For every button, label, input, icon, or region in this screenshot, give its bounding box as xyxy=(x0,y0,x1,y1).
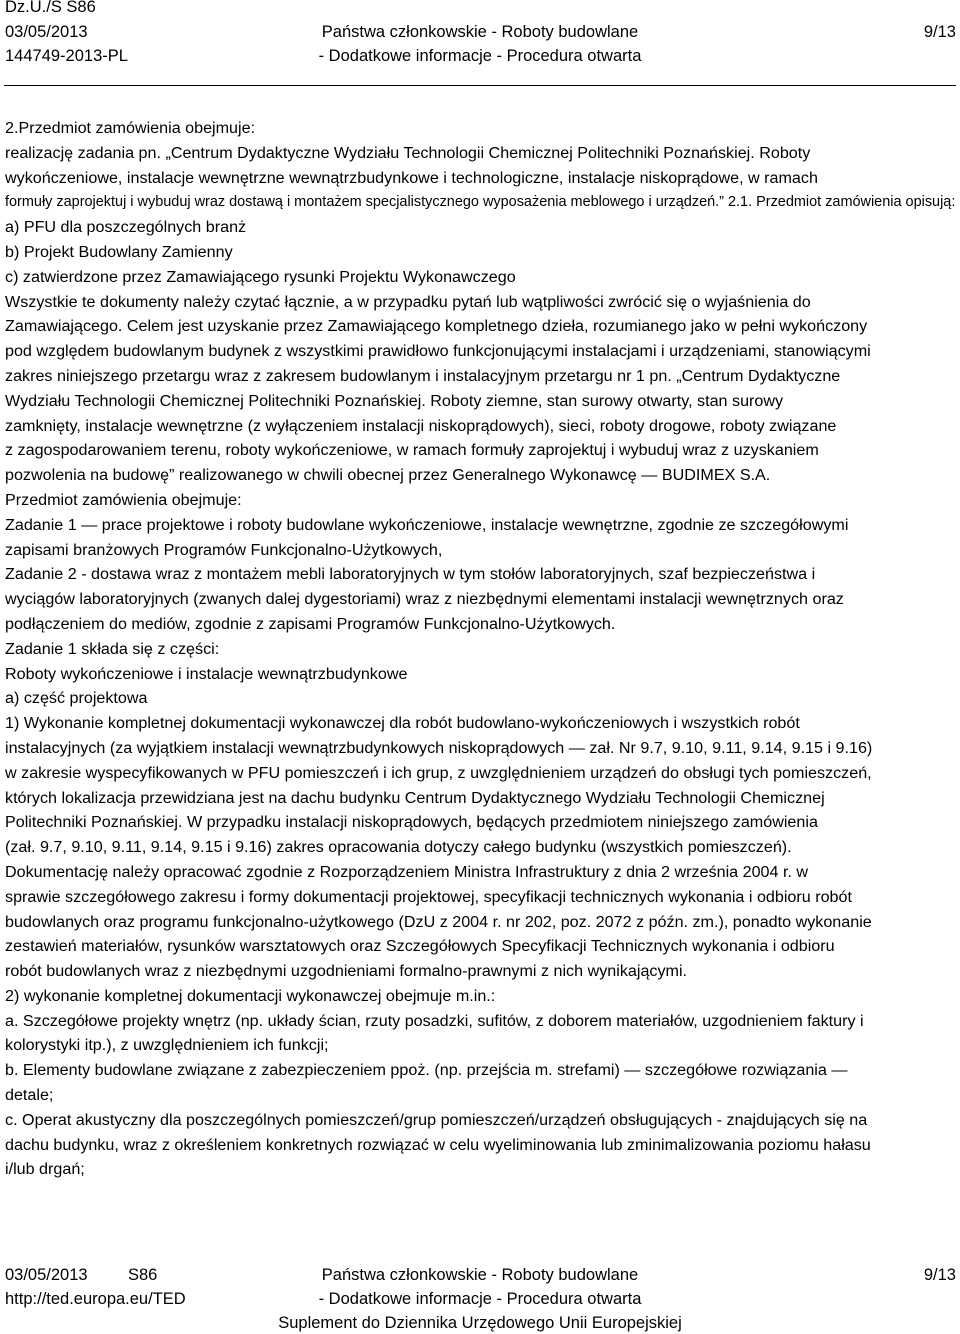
body-line: a) część projektowa xyxy=(5,689,148,708)
body-line: Zamawiającego. Celem jest uzyskanie przez Zamawiającego kompletnego dzieła, rozumianego jako w pełni wykończony xyxy=(5,317,868,336)
body-line: dachu budynku, wraz z określeniem konkretnych rozwiązać w celu wyeliminowania lub zminimalizowania poziomu hałasu xyxy=(5,1135,871,1154)
body-line: zapisami branżowych Programów Funkcjonalno-Użytkowych, xyxy=(5,540,443,559)
body-line: pod względem budowlanym budynek z wszystkimi prawidłowo funkcjonującymi instalacjami i urządzeniami, stanowiącymi xyxy=(5,342,871,361)
body-line: robót budowlanych wraz z niezbędnymi uzgodnieniami formalno-prawnymi z nich wynikającymi. xyxy=(5,962,688,981)
body-line: Przedmiot zamówienia obejmuje: xyxy=(5,490,242,509)
body-line: a. Szczegółowe projekty wnętrz (np. układy ścian, rzuty posadzki, sufitów, z doborem materiałów, uzgodnieniem faktury i xyxy=(5,1011,864,1030)
body-line: wykończeniowe, instalacje wewnętrzne wewnątrzbudynkowe i technologiczne, instalacje niskoprądowe, w ramach xyxy=(5,168,818,187)
body-line: Zadanie 1 — prace projektowe i roboty budowlane wykończeniowe, instalacje wewnętrzne, zgodnie ze szczegółowymi xyxy=(5,515,849,534)
notice-id: 144749-2013-PL xyxy=(5,47,128,65)
body-line: realizację zadania pn. „Centrum Dydaktyczne Wydziału Technologii Chemicznej Politechniki Poznańskiej. Roboty xyxy=(5,143,811,162)
footer-title-line2: - Dodatkowe informacje - Procedura otwarta xyxy=(318,1290,642,1308)
header-date: 03/05/2013 xyxy=(5,23,88,41)
body-line: 1) Wykonanie kompletnej dokumentacji wykonawczej dla robót budowlano-wykończeniowych i wszystkich robót xyxy=(5,714,800,733)
body-line: b. Elementy budowlane związane z zabezpieczeniem ppoż. (np. przejścia m. strefami) — szczegółowe rozwiązania — xyxy=(5,1061,848,1080)
footer-title-line1: Państwa członkowskie - Roboty budowlane xyxy=(321,1266,639,1284)
body-line: których lokalizacja przewidziana jest na dachu budynku Centrum Dydaktycznego Wydziału Technologii Chemicznej xyxy=(5,788,825,807)
body-line: kolorystyki itp.), z uwzględnieniem ich funkcji; xyxy=(5,1036,329,1055)
body-line: Zadanie 2 - dostawa wraz z montażem mebli laboratoryjnych w tym stołów laboratoryjnych, szaf bezpieczeństwa i xyxy=(5,565,816,584)
body-line: budowlanych oraz programu funkcjonalno-użytkowego (DzU z 2004 r. nr 202, poz. 2072 z późn. zm.), ponadto wykonanie xyxy=(5,912,872,931)
body-line: c. Operat akustyczny dla poszczególnych pomieszczeń/grup pomieszczeń/urządzeń obsługujących - znajdujących się na xyxy=(5,1110,868,1129)
header-divider xyxy=(4,85,956,86)
body-line: zamknięty, instalacje wewnętrzne (z wyłączeniem instalacji niskoprądowych), sieci, roboty drogowe, roboty związane xyxy=(5,416,837,435)
body-line: pozwolenia na budowę” realizowanego w chwili obecnej przez Generalnego Wykonawcę — BUDIMEX S.A. xyxy=(5,466,771,485)
body-line: Wszystkie te dokumenty należy czytać łącznie, a w przypadku pytań lub wątpliwości zwrócić się o wyjaśnienia do xyxy=(5,292,811,311)
document-body xyxy=(5,116,959,1182)
body-line: b) Projekt Budowlany Zamienny xyxy=(5,242,233,261)
body-line: a) PFU dla poszczególnych branż xyxy=(5,218,247,237)
body-line: 2) wykonanie kompletnej dokumentacji wykonawczej obejmuje m.in.: xyxy=(5,986,496,1005)
body-line: (zał. 9.7, 9.10, 9.11, 9.14, 9.15 i 9.16) zakres opracowania dotyczy całego budynku (wszystkich pomieszczeń). xyxy=(5,838,792,857)
body-line: Politechniki Poznańskiej. W przypadku instalacji niskoprądowych, będących przedmiotem niniejszego zamówienia xyxy=(5,813,818,832)
body-line: instalacyjnych (za wyjątkiem instalacji wewnątrzbudynkowych niskoprądowych — zał. Nr 9.7, 9.10, 9.11, 9.14, 9.15 i 9.16) xyxy=(5,738,873,757)
body-line: z zagospodarowaniem terenu, roboty wykończeniowe, w ramach formuły zaprojektuj i wybuduj wraz z uzyskaniem xyxy=(5,441,819,460)
body-line: Roboty wykończeniowe i instalacje wewnątrzbudynkowe xyxy=(5,664,408,683)
body-line: zakres niniejszego przetargu wraz z zakresem budowlanym i instalacyjnym przetargu nr 1 pn. „Centrum Dydaktyczne xyxy=(5,366,841,385)
body-line: c) zatwierdzone przez Zamawiającego rysunki Projektu Wykonawczego xyxy=(5,267,516,286)
body-line: Zadanie 1 składa się z części: xyxy=(5,639,220,658)
footer-date: 03/05/2013 xyxy=(5,1266,88,1284)
body-line: formuły zaprojektuj i wybuduj wraz dostawą i montażem specjalistycznego wyposażenia meblowego i urządzeń.” 2.1. Przedmiot zamówienia opisują: xyxy=(5,194,956,211)
footer-series: S86 xyxy=(128,1266,158,1284)
body-line: Wydziału Technologii Chemicznej Politechniki Poznańskiej. Roboty ziemne, stan surowy otwarty, stan surowy xyxy=(5,391,784,410)
body-line: 2.Przedmiot zamówienia obejmuje: xyxy=(5,119,256,137)
header-title-line1: Państwa członkowskie - Roboty budowlane xyxy=(321,23,639,41)
footer-supplement: Suplement do Dziennika Urzędowego Unii Europejskiej xyxy=(278,1314,682,1332)
body-line: Dokumentację należy opracować zgodnie z Rozporządzeniem Ministra Infrastruktury z dnia 2 września 2004 r. w xyxy=(5,862,809,881)
body-line: detale; xyxy=(5,1086,54,1105)
body-line: i/lub drgań; xyxy=(5,1160,85,1179)
body-line: w zakresie wyspecyfikowanych w PFU pomieszczeń i ich grup, z uwzględnieniem urządzeń do obsługi tych pomieszczeń, xyxy=(5,763,872,782)
body-line: sprawie szczegółowego zakresu i formy dokumentacji projektowej, specyfikacji technicznych wykonania i odbioru robót xyxy=(5,887,852,906)
footer-page-number: 9/13 xyxy=(923,1266,956,1284)
header-page-number: 9/13 xyxy=(923,23,956,41)
header-title-line2: - Dodatkowe informacje - Procedura otwarta xyxy=(318,47,642,65)
journal-reference: Dz.U./S S86 xyxy=(5,0,96,16)
body-line: podłączeniem do mediów, zgodnie z zapisami Programów Funkcjonalno-Użytkowych. xyxy=(5,614,616,633)
body-line: zestawień materiałów, rysunków warsztatowych oraz Szczegółowych Specyfikacji Technicznych wykonania i odbioru xyxy=(5,937,835,956)
body-line: wyciągów laboratoryjnych (zwanych dalej dygestoriami) wraz z niezbędnymi elementami instalacji wewnętrznych oraz xyxy=(5,590,844,609)
footer-url[interactable]: http://ted.europa.eu/TED xyxy=(5,1290,186,1308)
